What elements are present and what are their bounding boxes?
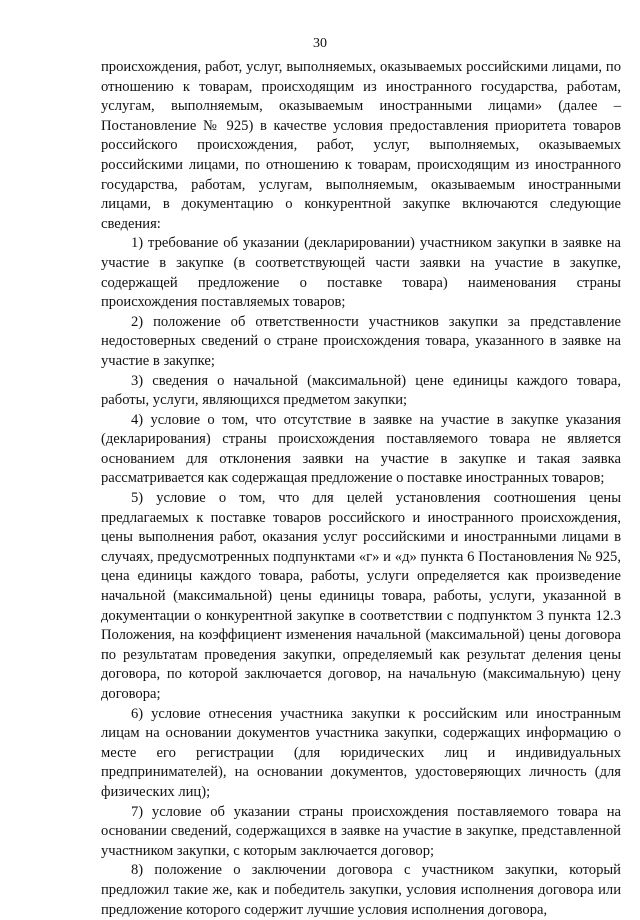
paragraph-item-2: 2) положение об ответственности участников закупки за представление недостоверных сведений о стране происхождения товара, указанного в заявке на участие в закупке; [101, 313, 621, 369]
document-body [101, 58, 621, 920]
page-number: 30 [313, 36, 327, 51]
paragraph-item-8: 8) положение о заключении договора с участником закупки, который предложил такие же, как и победитель закупки, условия исполнения договора или предложение которого содержит лучшие условия исполнения договора, [101, 862, 621, 918]
paragraph-item-3: 3) сведения о начальной (максимальной) цене единицы каждого товара, работы, услуги, являющихся предметом закупки; [101, 372, 621, 409]
paragraph-item-7: 7) условие об указании страны происхождения поставляемого товара на основании сведений, содержащихся в заявке на участие в закупке, представленной участником закупки, с которым заключается договор; [101, 803, 621, 859]
paragraph-item-6: 6) условие отнесения участника закупки к российским или иностранным лицам на основании документов участника закупки, содержащих информацию о месте его регистрации (для юридических лиц и индивидуальных предпринимателей), на основании документов, удостоверяющих личность (для физических лиц); [101, 705, 621, 800]
paragraph-continuation: происхождения, работ, услуг, выполняемых, оказываемых российскими лицами, по отношению к товарам, происходящим из иностранного государства, работам, услугам, выполняемым, оказываемым иностранными лицами» (далее – Постановление № 925) в качестве условия предоставления приоритета товаров российского происхождения, работ, услуг, выполняемых, оказываемых российскими лицами, по отношению к товарам, происходящим из иностранного государства, работам, услугам, выполняемым, оказываемым иностранными лицами, в документацию о конкурентной закупке включаются следующие сведения: [101, 59, 621, 232]
paragraph-item-5: 5) условие о том, что для целей установления соотношения цены предлагаемых к поставке товаров российского и иностранного происхождения, цены выполнения работ, оказания услуг российскими и иностранными лицами в случаях, предусмотренных подпунктами «г» и «д» пункта 6 Постановления № 925, цена единицы каждого товара, работы, услуги определяется как произведение начальной (максимальной) цены единицы товара, работы, услуги, указанной в документации о конкурентной закупке в соответствии с подпунктом 3 пункта 12.3 Положения, на коэффициент изменения начальной (максимальной) цены договора по результатам проведения закупки, определяемый как результат деления цены договора, по которой заключается договор, на начальную (максимальную) цену договора; [101, 490, 621, 702]
paragraph-item-4: 4) условие о том, что отсутствие в заявке на участие в закупке указания (декларирования) страны происхождения поставляемого товара не является основанием для отклонения заявки на участие в закупке и такая заявка рассматривается как содержащая предложение о поставке иностранных товаров; [101, 411, 621, 487]
paragraph-item-1: 1) требование об указании (декларировании) участником закупки в заявке на участие в закупке (в соответствующей части заявки на участие в закупке, содержащей предложение о поставке товара) наименования страны происхождения поставляемых товаров; [101, 235, 621, 311]
